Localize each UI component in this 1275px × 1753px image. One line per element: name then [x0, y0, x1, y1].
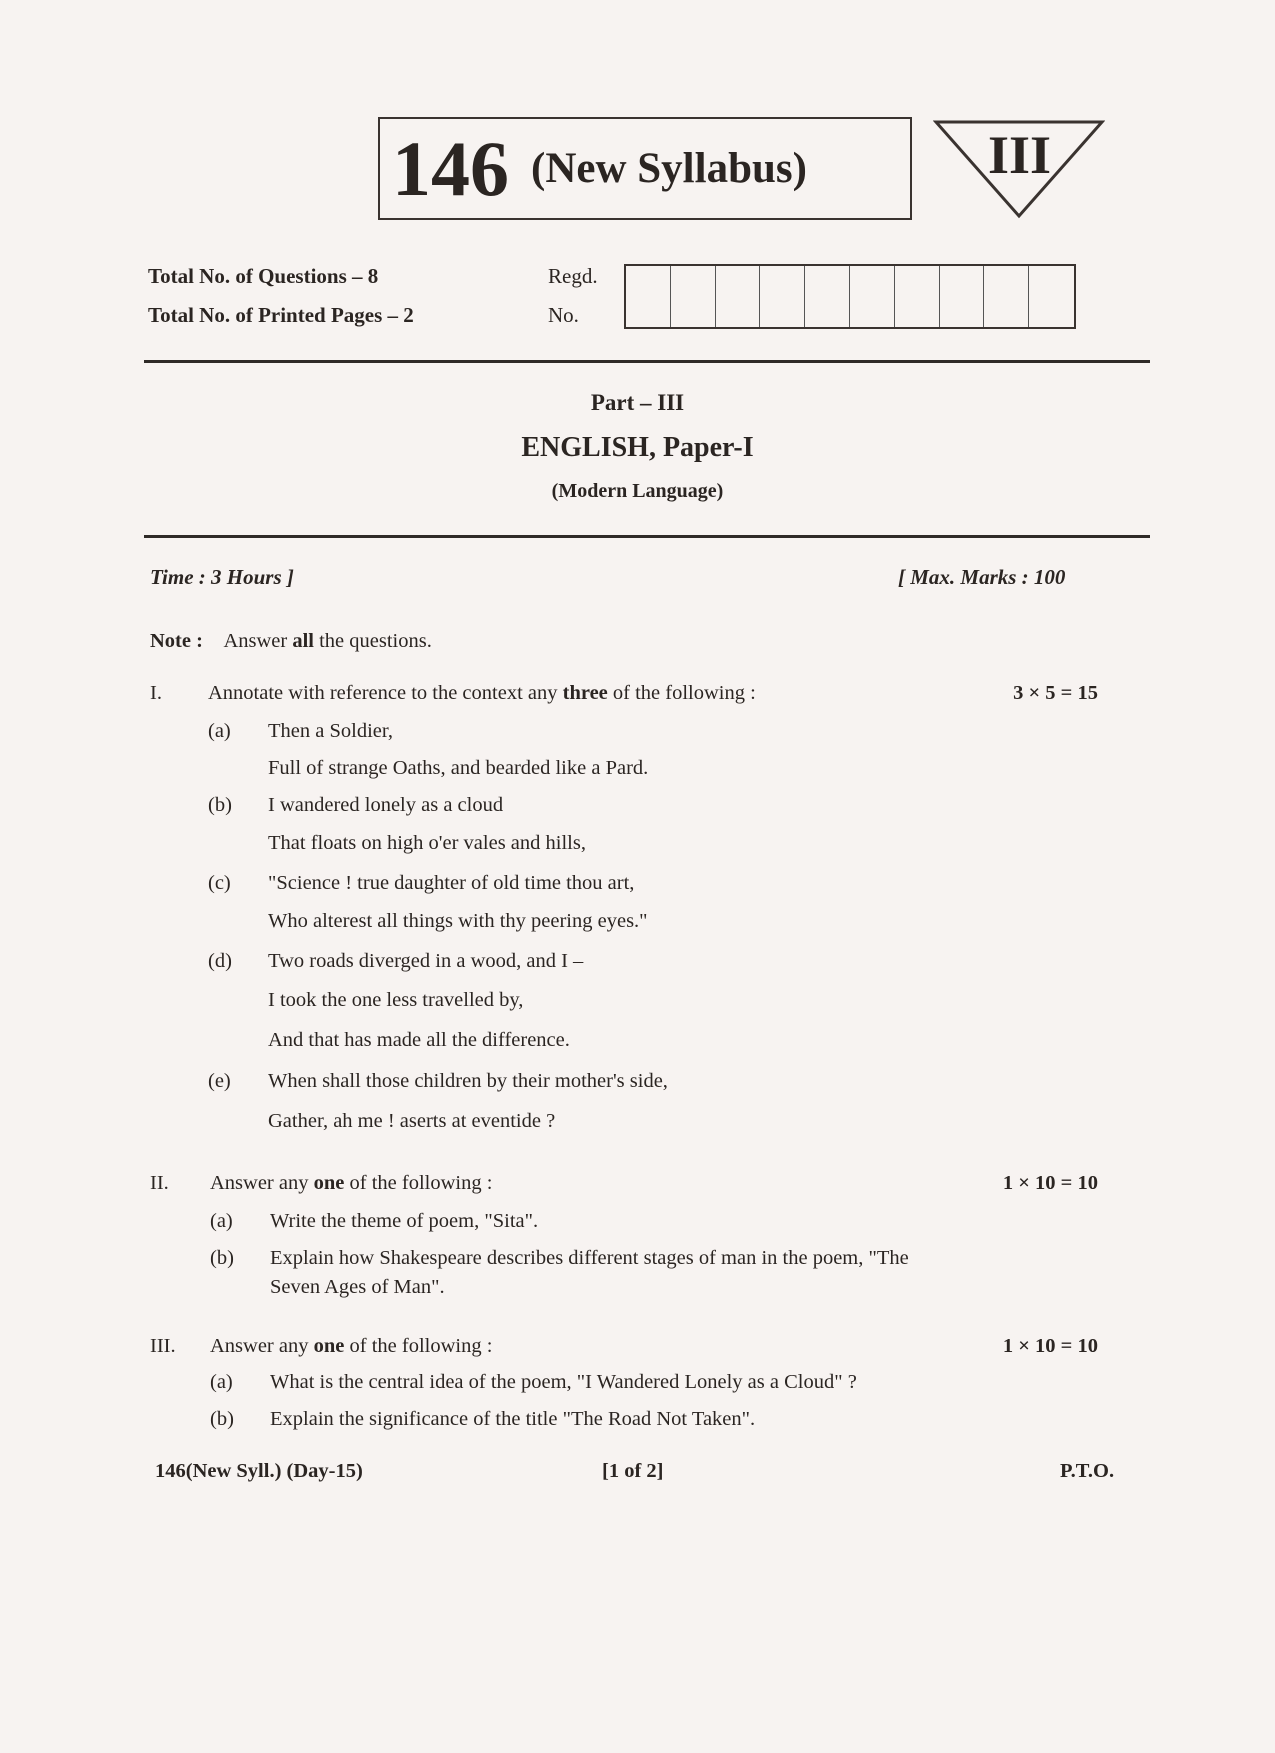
syllabus-label: (New Syllabus)	[531, 145, 807, 192]
regd-label: Regd.	[548, 264, 598, 288]
q1d-line3: And that has made all the difference.	[268, 1029, 570, 1051]
q3b-label: (b)	[210, 1408, 234, 1430]
q1b-line2: That floats on high o'er vales and hills,	[268, 832, 586, 854]
total-questions: Total No. of Questions – 8	[148, 264, 379, 288]
q1-number: I.	[150, 682, 162, 704]
q3a-line1: What is the central idea of the poem, "I Wandered Lonely as a Cloud" ?	[270, 1371, 857, 1393]
reg-box[interactable]	[940, 266, 985, 327]
q2a-label: (a)	[210, 1210, 233, 1232]
q2b-label: (b)	[210, 1247, 234, 1269]
footer-code: 146(New Syll.) (Day-15)	[155, 1460, 363, 1482]
reg-box[interactable]	[805, 266, 850, 327]
q1b-line1: I wandered lonely as a cloud	[268, 794, 504, 816]
reg-box[interactable]	[895, 266, 940, 327]
subject-subtitle: (Modern Language)	[551, 480, 724, 502]
footer-pto: P.T.O.	[1060, 1460, 1115, 1482]
q1b-label: (b)	[208, 794, 232, 816]
time-allowed: Time : 3 Hours ]	[150, 565, 294, 589]
q1c-line2: Who alterest all things with thy peering eyes."	[268, 910, 648, 932]
q3a-label: (a)	[210, 1371, 233, 1393]
q2a-line1: Write the theme of poem, "Sita".	[270, 1210, 539, 1232]
q3-number: III.	[150, 1335, 176, 1357]
q1-instruction: Annotate with reference to the context any three of the following :	[208, 682, 756, 704]
note: Note : Answer all the questions.	[150, 630, 432, 652]
paper-code: 146	[392, 124, 509, 212]
q1a-line1: Then a Soldier,	[268, 720, 393, 742]
q1e-line1: When shall those children by their mother's side,	[268, 1070, 668, 1092]
q2-instruction: Answer any one of the following :	[210, 1172, 493, 1194]
q1e-label: (e)	[208, 1070, 231, 1092]
title-divider	[144, 535, 1150, 538]
q1a-label: (a)	[208, 720, 231, 742]
regd-no-label: No.	[548, 303, 579, 327]
reg-box[interactable]	[626, 266, 671, 327]
q1d-label: (d)	[208, 950, 232, 972]
part-badge-label: III	[988, 125, 1052, 185]
q1c-line1: "Science ! true daughter of old time thou art,	[268, 872, 635, 894]
reg-box[interactable]	[716, 266, 761, 327]
q3b-line1: Explain the significance of the title "The Road Not Taken".	[270, 1408, 756, 1430]
part-heading: Part – III	[590, 390, 685, 415]
q1d-line1: Two roads diverged in a wood, and I –	[268, 950, 584, 972]
registration-number-boxes[interactable]	[624, 264, 1076, 329]
q1d-line2: I took the one less travelled by,	[268, 989, 524, 1011]
q1a-line2: Full of strange Oaths, and bearded like a Pard.	[268, 757, 649, 779]
reg-box[interactable]	[850, 266, 895, 327]
q2-number: II.	[150, 1172, 169, 1194]
paper-title-box	[378, 117, 912, 220]
footer-page: [1 of 2]	[602, 1460, 664, 1482]
reg-box[interactable]	[984, 266, 1029, 327]
reg-box[interactable]	[671, 266, 716, 327]
reg-box[interactable]	[760, 266, 805, 327]
header-divider	[144, 360, 1150, 363]
q2b-line1: Explain how Shakespeare describes different stages of man in the poem, "The	[270, 1247, 909, 1269]
q1c-label: (c)	[208, 872, 231, 894]
q3-marks: 1 × 10 = 10	[1002, 1335, 1098, 1357]
total-pages: Total No. of Printed Pages – 2	[148, 303, 414, 327]
q2-marks: 1 × 10 = 10	[1002, 1172, 1098, 1194]
subject-heading: ENGLISH, Paper-I	[521, 432, 754, 463]
q1-marks: 3 × 5 = 15	[1013, 682, 1098, 704]
q1e-line2: Gather, ah me ! aserts at eventide ?	[268, 1110, 556, 1132]
note-label: Note :	[150, 630, 203, 652]
max-marks: [ Max. Marks : 100	[898, 565, 1066, 589]
reg-box[interactable]	[1029, 266, 1074, 327]
q2b-line2: Seven Ages of Man".	[270, 1276, 445, 1298]
q3-instruction: Answer any one of the following :	[210, 1335, 493, 1357]
